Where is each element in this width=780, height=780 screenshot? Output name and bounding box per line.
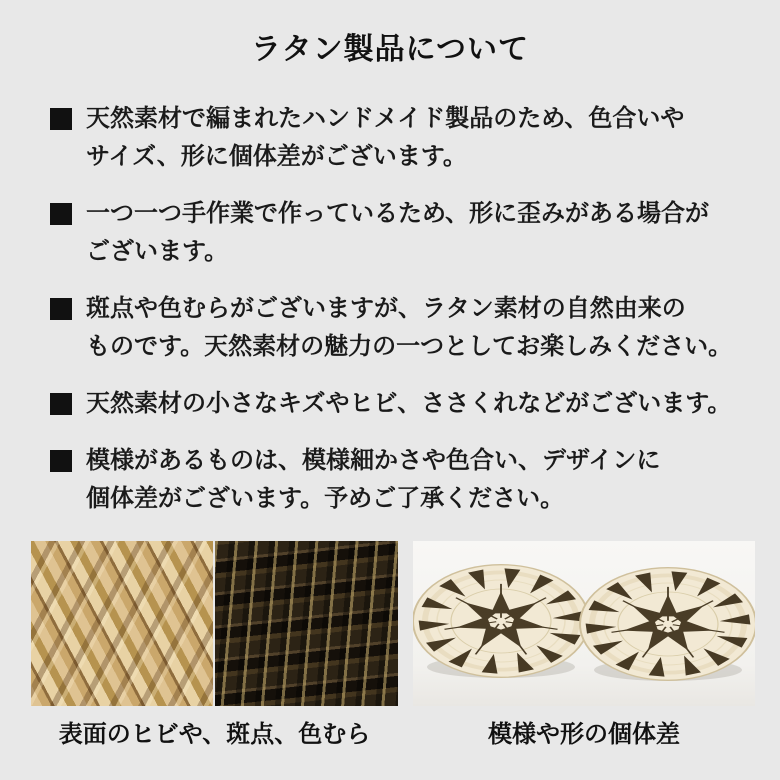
note-item [50, 195, 740, 271]
note-text-line: 天然素材の小さなキズやヒビ、ささくれなどがございます。 [86, 390, 732, 417]
page-title: ラタン製品について [250, 33, 530, 66]
note-text-line: ございます。 [86, 238, 229, 265]
weave-closeup-pair [31, 541, 398, 706]
rattan-plate-left [413, 565, 589, 678]
rattan-plates-illustration [413, 541, 755, 706]
dark-rattan-weave-image [215, 541, 398, 706]
note-text [86, 442, 660, 518]
note-text [86, 195, 709, 271]
note-text-line: ものです。天然素材の魅力の一つとしてお楽しみください。 [86, 333, 733, 360]
note-item [50, 442, 740, 518]
bullet-square-icon [50, 298, 72, 320]
figure-pattern-variation [413, 541, 755, 750]
figures-row [31, 541, 780, 750]
note-text [86, 100, 684, 176]
note-item [50, 100, 740, 176]
note-text-line: 個体差がございます。予めご了承ください。 [86, 485, 565, 512]
figure-caption: 表面のヒビや、斑点、色むら [58, 721, 371, 748]
notes-list [50, 100, 740, 518]
rattan-plate-right [580, 568, 755, 681]
note-text-line: サイズ、形に個体差がございます。 [86, 143, 467, 170]
bullet-square-icon [50, 203, 72, 225]
bullet-square-icon [50, 393, 72, 415]
note-text-line: 模様があるものは、模様細かさや色合い、デザインに [86, 447, 661, 474]
note-text [86, 290, 732, 366]
note-text-line: 一つ一つ手作業で作っているため、形に歪みがある場合が [86, 200, 710, 227]
figure-caption: 模様や形の個体差 [488, 721, 680, 748]
note-text [86, 385, 731, 423]
note-item [50, 385, 740, 423]
figure-surface-defects [31, 541, 398, 750]
light-rattan-weave-image [31, 541, 213, 706]
note-text-line: 斑点や色むらがございますが、ラタン素材の自然由来の [86, 295, 686, 322]
bullet-square-icon [50, 108, 72, 130]
rattan-plates-image [413, 541, 755, 706]
bullet-square-icon [50, 450, 72, 472]
note-text-line: 天然素材で編まれたハンドメイド製品のため、色合いや [86, 105, 685, 132]
note-item [50, 290, 740, 366]
